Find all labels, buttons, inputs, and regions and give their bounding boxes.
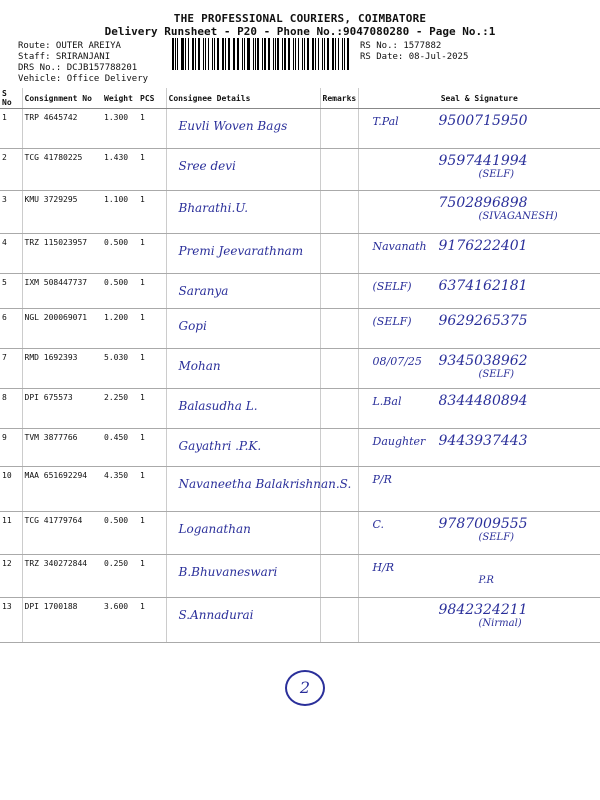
barcode-bar <box>205 38 206 70</box>
row-weight: 5.030 <box>102 349 138 389</box>
row-weight: 0.250 <box>102 555 138 598</box>
row-pcs: 1 <box>138 512 166 555</box>
barcode-bar <box>322 38 324 70</box>
consignee-name-handwritten: Gayathri .P.K. <box>178 439 262 453</box>
consignee-name-handwritten: Sree devi <box>178 159 236 173</box>
receiver-phone: 6374162181 <box>438 278 528 294</box>
row-consignee <box>166 234 320 274</box>
row-remarks <box>320 309 358 349</box>
row-signature <box>358 191 600 234</box>
row-sno: 13 <box>0 598 22 643</box>
row-remarks <box>320 109 358 149</box>
row-consignee <box>166 309 320 349</box>
barcode-bar <box>185 38 186 70</box>
row-pcs: 1 <box>138 109 166 149</box>
row-signature <box>358 149 600 191</box>
row-weight: 1.200 <box>102 309 138 349</box>
receiver-relation: (Nirmal) <box>478 618 522 629</box>
row-signature <box>358 389 600 429</box>
table-row <box>0 467 600 512</box>
barcode-bar <box>277 38 279 70</box>
row-consignment-no: TRZ 340272844 <box>22 555 102 598</box>
row-pcs: 1 <box>138 149 166 191</box>
receiver-phone: 9345038962 <box>438 353 528 369</box>
row-signature <box>358 109 600 149</box>
barcode-bar <box>255 38 256 70</box>
barcode-bar <box>293 38 294 70</box>
consignee-name-handwritten: Loganathan <box>178 522 251 536</box>
row-sno: 6 <box>0 309 22 349</box>
row-sno: 8 <box>0 389 22 429</box>
col-remarks: Remarks <box>320 88 358 109</box>
row-remarks <box>320 191 358 234</box>
barcode <box>172 38 352 70</box>
row-pcs: 1 <box>138 191 166 234</box>
barcode-bar <box>275 38 276 70</box>
barcode-bar <box>247 38 249 70</box>
row-remarks <box>320 389 358 429</box>
row-remarks <box>320 429 358 467</box>
row-consignee <box>166 555 320 598</box>
row-sno: 11 <box>0 512 22 555</box>
row-pcs: 1 <box>138 389 166 429</box>
row-weight: 1.300 <box>102 109 138 149</box>
table-row <box>0 429 600 467</box>
row-consignment-no: MAA 651692294 <box>22 467 102 512</box>
barcode-bar <box>198 38 200 70</box>
barcode-bar <box>214 38 215 70</box>
table-row <box>0 555 600 598</box>
row-pcs: 1 <box>138 234 166 274</box>
consignee-name-handwritten: Premi Jeevarathnam <box>178 244 304 258</box>
receiver-relation: (SELF) <box>478 532 515 543</box>
row-pcs: 1 <box>138 349 166 389</box>
row-weight: 0.500 <box>102 274 138 309</box>
barcode-bar <box>181 38 183 70</box>
table-row <box>0 234 600 274</box>
receiver-phone: 7502896898 <box>438 195 528 211</box>
barcode-bar <box>188 38 190 70</box>
barcode-bar <box>175 38 176 70</box>
row-pcs: 1 <box>138 555 166 598</box>
barcode-bar <box>225 38 226 70</box>
row-weight: 4.350 <box>102 467 138 512</box>
barcode-bar <box>195 38 196 70</box>
table-row <box>0 191 600 234</box>
barcode-bar <box>288 38 290 70</box>
barcode-bar <box>208 38 210 70</box>
route-label: Route: OUTER AREIYA <box>18 41 121 51</box>
barcode-bar <box>344 38 345 70</box>
row-consignee <box>166 149 320 191</box>
barcode-bar <box>172 38 174 70</box>
row-remarks <box>320 555 358 598</box>
row-consignment-no: KMU 3729295 <box>22 191 102 234</box>
row-remarks <box>320 274 358 309</box>
row-remarks <box>320 512 358 555</box>
row-remarks <box>320 349 358 389</box>
barcode-bar <box>302 38 303 70</box>
row-consignee <box>166 467 352 512</box>
barcode-bar <box>342 38 344 70</box>
row-consignee <box>166 512 320 555</box>
row-pcs: 1 <box>138 429 166 467</box>
col-consignment: Consignment No <box>22 88 102 109</box>
staff-label: Staff: SRIRANJANI <box>18 52 111 62</box>
barcode-bar <box>212 38 213 70</box>
barcode-bar <box>177 38 178 70</box>
consignee-name-handwritten: Euvli Woven Bags <box>178 119 288 133</box>
row-signature <box>358 349 600 389</box>
table-row <box>0 389 600 429</box>
row-consignment-no: TCG 41779764 <box>22 512 102 555</box>
row-sno: 7 <box>0 349 22 389</box>
row-remarks <box>320 234 358 274</box>
row-consignment-no: IXM 508447737 <box>22 274 102 309</box>
receiver-relation: (SIVAGANESH) <box>478 211 558 222</box>
barcode-bar <box>222 38 224 70</box>
row-signature <box>358 555 600 598</box>
row-weight: 0.450 <box>102 429 138 467</box>
barcode-bar <box>257 38 259 70</box>
row-weight: 1.100 <box>102 191 138 234</box>
barcode-bar <box>284 38 286 70</box>
row-signature <box>358 429 600 467</box>
barcode-bar <box>262 38 263 70</box>
consignee-name-handwritten: Bharathi.U. <box>178 201 249 215</box>
table-row <box>0 512 600 555</box>
signature-mark: (SELF) <box>372 280 412 293</box>
row-consignment-no: RMD 1692393 <box>22 349 102 389</box>
signature-mark: C. <box>372 518 385 531</box>
row-consignee <box>166 274 320 309</box>
row-consignee <box>166 191 320 234</box>
row-signature <box>358 274 600 309</box>
barcode-bar <box>335 38 336 70</box>
barcode-bar <box>327 38 329 70</box>
col-consignee: Consignee Details <box>166 88 320 109</box>
row-signature <box>358 309 600 349</box>
row-signature <box>358 598 600 643</box>
table-header-row <box>0 88 600 109</box>
receiver-phone: 9629265375 <box>438 313 528 329</box>
barcode-bar <box>338 38 339 70</box>
signature-mark: T.Pal <box>372 115 399 128</box>
page-mark: 2 <box>285 670 325 706</box>
row-sno: 2 <box>0 149 22 191</box>
receiver-phone: 8344480894 <box>438 393 528 409</box>
barcode-bar <box>253 38 254 70</box>
barcode-bar <box>347 38 349 70</box>
row-consignee <box>166 598 320 643</box>
consignee-name-handwritten: Navaneetha Balakrishnan.S. <box>178 477 352 491</box>
table-row <box>0 274 600 309</box>
row-sno: 5 <box>0 274 22 309</box>
col-pcs: PCS <box>138 88 166 109</box>
runsheet-title: Delivery Runsheet - P20 - Phone No.:9047080280 - Page No.:1 <box>104 25 496 38</box>
row-pcs: 1 <box>138 598 166 643</box>
company-title: THE PROFESSIONAL COURIERS, COIMBATORE <box>173 12 427 25</box>
runsheet-table <box>0 88 600 643</box>
barcode-bar <box>244 38 245 70</box>
barcode-bar <box>268 38 270 70</box>
row-sno: 1 <box>0 109 22 149</box>
signature-mark: H/R <box>372 561 395 574</box>
table-row <box>0 349 600 389</box>
row-weight: 0.500 <box>102 234 138 274</box>
receiver-phone: 9842324211 <box>438 602 528 618</box>
receiver-phone: 9787009555 <box>438 516 528 532</box>
consignee-name-handwritten: Mohan <box>178 359 221 373</box>
consignee-name-handwritten: Saranya <box>178 284 229 298</box>
barcode-bar <box>324 38 325 70</box>
row-consignment-no: DPI 1700188 <box>22 598 102 643</box>
row-consignment-no: NGL 200069071 <box>22 309 102 349</box>
barcode-bar <box>237 38 239 70</box>
col-weight: Weight <box>102 88 138 109</box>
row-sno: 3 <box>0 191 22 234</box>
row-consignment-no: TRZ 115023957 <box>22 234 102 274</box>
barcode-bar <box>304 38 305 70</box>
barcode-bar <box>217 38 219 70</box>
row-signature <box>358 234 600 274</box>
barcode-bar <box>203 38 204 70</box>
receiver-phone: 9597441994 <box>438 153 528 169</box>
barcode-bar <box>228 38 230 70</box>
row-pcs: 1 <box>138 467 166 512</box>
receiver-relation: (SELF) <box>478 369 515 380</box>
row-consignment-no: TCG 41780225 <box>22 149 102 191</box>
barcode-bar <box>332 38 334 70</box>
barcode-bar <box>242 38 244 70</box>
row-remarks <box>320 598 358 643</box>
signature-mark: (SELF) <box>372 315 412 328</box>
signature-mark: Navanath <box>372 240 427 253</box>
row-weight: 2.250 <box>102 389 138 429</box>
receiver-phone: 9443937443 <box>438 433 528 449</box>
signature-mark: 08/07/25 <box>372 355 422 368</box>
row-pcs: 1 <box>138 309 166 349</box>
col-sno: S No <box>0 88 22 109</box>
table-row <box>0 309 600 349</box>
barcode-bar <box>192 38 194 70</box>
row-weight: 1.430 <box>102 149 138 191</box>
rs-date: RS Date: 08-Jul-2025 <box>360 52 469 62</box>
barcode-bar <box>315 38 316 70</box>
consignee-name-handwritten: S.Annadurai <box>178 608 254 622</box>
row-signature <box>358 467 600 512</box>
col-signature: Seal & Signature <box>358 88 600 109</box>
signature-mark: L.Bal <box>372 395 402 408</box>
row-sno: 10 <box>0 467 22 512</box>
row-consignment-no: DPI 675573 <box>22 389 102 429</box>
consignee-name-handwritten: Gopi <box>178 319 207 333</box>
vehicle-label: Vehicle: Office Delivery <box>18 74 149 84</box>
signature-mark: Daughter <box>372 435 426 448</box>
row-sno: 4 <box>0 234 22 274</box>
row-consignee <box>166 389 320 429</box>
row-weight: 0.500 <box>102 512 138 555</box>
row-consignee <box>166 349 320 389</box>
barcode-bar <box>298 38 300 70</box>
row-signature <box>358 512 600 555</box>
row-sno: 12 <box>0 555 22 598</box>
row-pcs: 1 <box>138 274 166 309</box>
consignee-name-handwritten: B.Bhuvaneswari <box>178 565 278 579</box>
row-consignment-no: TVM 3877766 <box>22 429 102 467</box>
barcode-bar <box>307 38 309 70</box>
row-consignee <box>166 429 320 467</box>
receiver-phone: 9176222401 <box>438 238 528 254</box>
row-sno: 9 <box>0 429 22 467</box>
row-remarks <box>320 467 358 512</box>
barcode-bar <box>234 38 235 70</box>
receiver-relation: (SELF) <box>478 169 515 180</box>
row-weight: 3.600 <box>102 598 138 643</box>
barcode-bar <box>295 38 296 70</box>
signature-mark: P/R <box>372 473 392 486</box>
rs-number: RS No.: 1577882 <box>360 41 442 51</box>
receiver-phone: 9500715950 <box>438 113 528 129</box>
row-remarks <box>320 149 358 191</box>
table-row <box>0 149 600 191</box>
row-consignment-no: TRP 4645742 <box>22 109 102 149</box>
drs-label: DRS No.: DCJB157788201 <box>18 63 138 73</box>
table-row <box>0 598 600 643</box>
barcode-bar <box>318 38 319 70</box>
receiver-relation: P.R <box>478 575 494 586</box>
row-consignee <box>166 109 320 149</box>
barcode-bar <box>312 38 314 70</box>
barcode-bar <box>282 38 283 70</box>
consignee-name-handwritten: Balasudha L. <box>178 399 258 413</box>
barcode-bar <box>273 38 274 70</box>
barcode-bar <box>264 38 266 70</box>
table-row <box>0 109 600 149</box>
barcode-bar <box>233 38 234 70</box>
